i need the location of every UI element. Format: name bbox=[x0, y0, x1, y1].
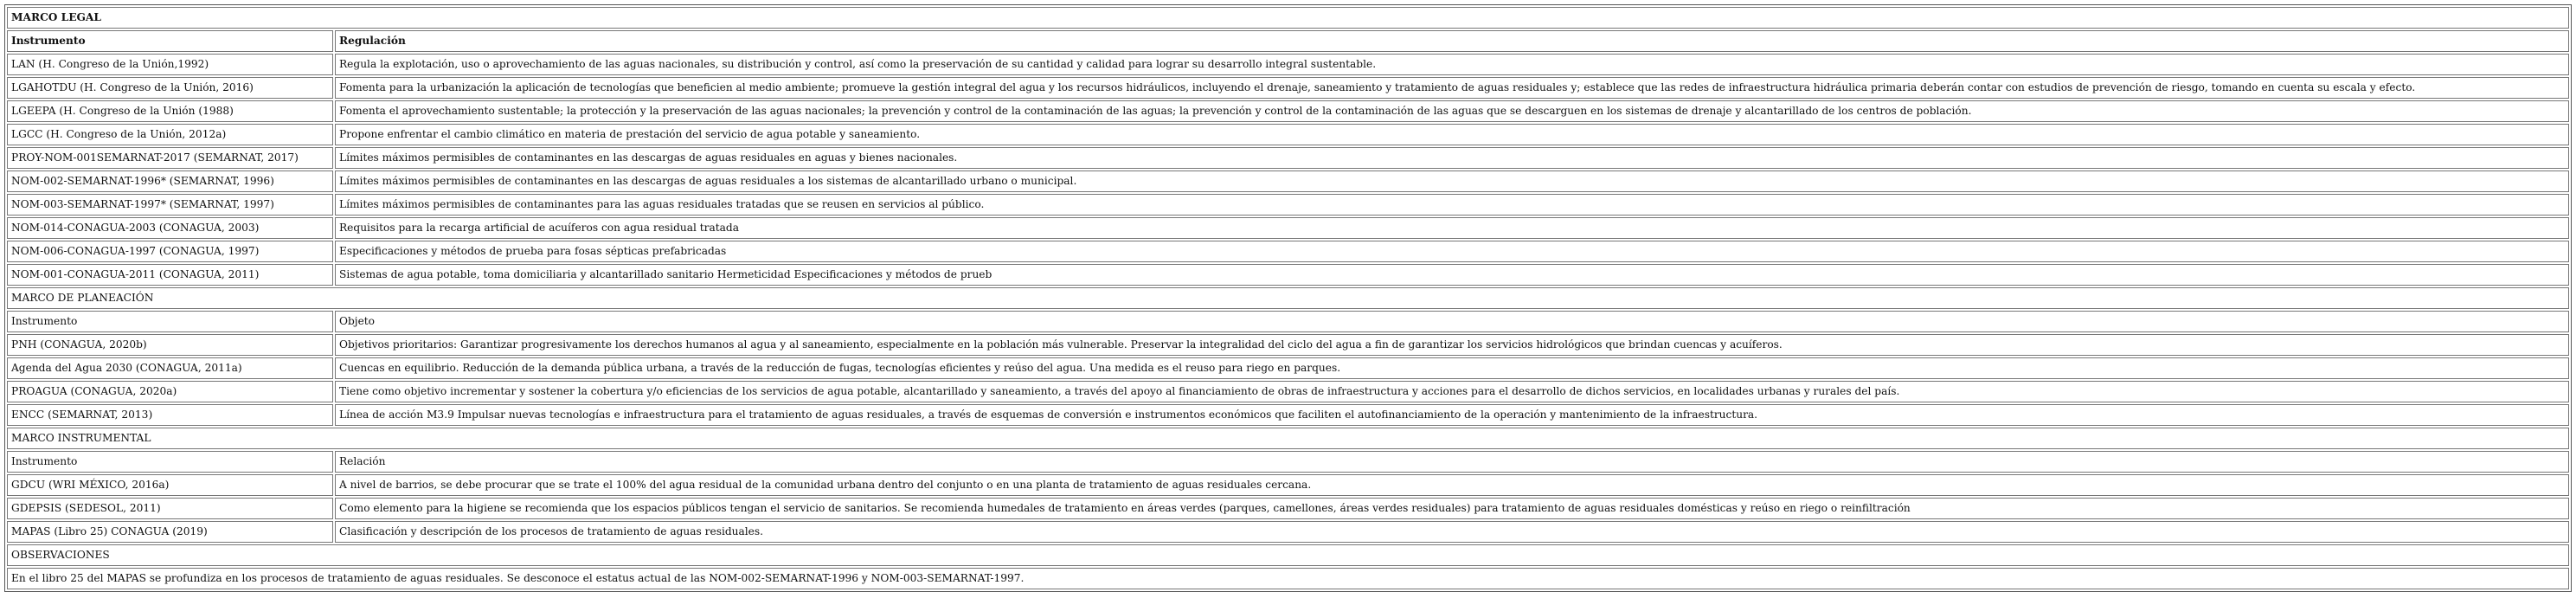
table-row bbox=[7, 171, 2569, 192]
detail-cell: Requisitos para la recarga artificial de acuíferos con agua residual tratada bbox=[335, 217, 2569, 239]
legal-header-instrument: Instrumento bbox=[7, 30, 333, 52]
instrument-cell: PNH (CONAGUA, 2020b) bbox=[7, 334, 333, 356]
instrument-cell: GDCU (WRI MÉXICO, 2016a) bbox=[7, 474, 333, 496]
instrument-cell: LGAHOTDU (H. Congreso de la Unión, 2016) bbox=[7, 77, 333, 99]
table-row bbox=[7, 357, 2569, 379]
table-row bbox=[7, 100, 2569, 122]
instrument-cell: NOM-003-SEMARNAT-1997* (SEMARNAT, 1997) bbox=[7, 194, 333, 216]
planning-header-row bbox=[7, 311, 2569, 332]
instrument-cell: MAPAS (Libro 25) CONAGUA (2019) bbox=[7, 521, 333, 543]
detail-cell: Como elemento para la higiene se recomienda que los espacios públicos tengan el servicio de sanitarios. Se recomienda humedales de tratamiento en áreas verdes (parques, camellones, áreas verdes residuales) para tratamiento de aguas residuales domésticas y reúso en riego o reinfiltración bbox=[335, 498, 2569, 519]
section-title-row bbox=[7, 287, 2569, 309]
detail-cell: Fomenta el aprovechamiento sustentable; la protección y la preservación de las aguas nacionales; la prevención y control de la contaminación de las aguas; la prevención y control de la contaminación de las aguas que se descarguen en los sistemas de drenaje y alcantarillado de los centros de población. bbox=[335, 100, 2569, 122]
table-row bbox=[7, 498, 2569, 519]
instrument-cell: ENCC (SEMARNAT, 2013) bbox=[7, 404, 333, 426]
detail-cell: A nivel de barrios, se debe procurar que se trate el 100% del agua residual de la comunidad urbana dentro del conjunto o en una planta de tratamiento de aguas residuales cercana. bbox=[335, 474, 2569, 496]
table-row bbox=[7, 124, 2569, 145]
instrument-cell: PROAGUA (CONAGUA, 2020a) bbox=[7, 381, 333, 402]
instrument-cell: NOM-002-SEMARNAT-1996* (SEMARNAT, 1996) bbox=[7, 171, 333, 192]
detail-cell: Cuencas en equilibrio. Reducción de la demanda pública urbana, a través de la reducción de fugas, tecnologías eficientes y reúso del agua. Una medida es el reuso para riego en parques. bbox=[335, 357, 2569, 379]
table-row bbox=[7, 147, 2569, 169]
detail-cell: Regula la explotación, uso o aprovechamiento de las aguas nacionales, su distribución y control, así como la preservación de su cantidad y calidad para lograr su desarrollo integral sustentable. bbox=[335, 54, 2569, 75]
instrument-cell: NOM-001-CONAGUA-2011 (CONAGUA, 2011) bbox=[7, 264, 333, 286]
instrument-cell: LGCC (H. Congreso de la Unión, 2012a) bbox=[7, 124, 333, 145]
detail-cell: Especificaciones y métodos de prueba para fosas sépticas prefabricadas bbox=[335, 241, 2569, 262]
table-row bbox=[7, 474, 2569, 496]
detail-cell: Objetivos prioritarios: Garantizar progresivamente los derechos humanos al agua y al saneamiento, especialmente en la población más vulnerable. Preservar la integralidad del ciclo del agua a fin de garantizar los servicios hidrológicos que brindan cuencas y acuíferos. bbox=[335, 334, 2569, 356]
legal-framework-document bbox=[4, 4, 2572, 592]
detail-cell: Fomenta para la urbanización la aplicación de tecnologías que beneficien al medio ambiente; promueve la gestión integral del agua y los recursos hidráulicos, incluyendo el drenaje, saneamiento y tratamiento de aguas residuales y; establece que las redes de infraestructura hidráulica primaria deberán contar con estudios de prevención de riesgo, tomando en cuenta su escala y efecto. bbox=[335, 77, 2569, 99]
section-title-row bbox=[7, 544, 2569, 566]
framework-table-body bbox=[7, 7, 2569, 589]
instrument-cell: GDEPSIS (SEDESOL, 2011) bbox=[7, 498, 333, 519]
table-row bbox=[7, 334, 2569, 356]
legal-section-title: MARCO LEGAL bbox=[7, 7, 2569, 29]
detail-cell: Tiene como objetivo incrementar y sostener la cobertura y/o eficiencias de los servicios de agua potable, alcantarillado y saneamiento, a través del apoyo al financiamiento de obras de infraestructura y acciones para el desarrollo de dichos servicios, en localidades urbanas y rurales del país. bbox=[335, 381, 2569, 402]
observations-section-title: OBSERVACIONES bbox=[7, 544, 2569, 566]
table-row bbox=[7, 404, 2569, 426]
observations-row bbox=[7, 568, 2569, 589]
table-row bbox=[7, 54, 2569, 75]
planning-header-object: Objeto bbox=[335, 311, 2569, 332]
instrument-cell: Agenda del Agua 2030 (CONAGUA, 2011a) bbox=[7, 357, 333, 379]
instrument-cell: NOM-014-CONAGUA-2003 (CONAGUA, 2003) bbox=[7, 217, 333, 239]
planning-section-title: MARCO DE PLANEACIÓN bbox=[7, 287, 2569, 309]
detail-cell: Línea de acción M3.9 Impulsar nuevas tecnologías e infraestructura para el tratamiento de aguas residuales, a través de esquemas de conversión e instrumentos económicos que faciliten el autofinanciamiento de la operación y mantenimiento de la infraestructura. bbox=[335, 404, 2569, 426]
table-row bbox=[7, 217, 2569, 239]
instrumental-section-title: MARCO INSTRUMENTAL bbox=[7, 428, 2569, 449]
legal-header-regulation: Regulación bbox=[335, 30, 2569, 52]
table-row bbox=[7, 241, 2569, 262]
instrumental-header-row bbox=[7, 451, 2569, 473]
table-row bbox=[7, 264, 2569, 286]
instrumental-header-instrument: Instrumento bbox=[7, 451, 333, 473]
detail-cell: Propone enfrentar el cambio climático en materia de prestación del servicio de agua potable y saneamiento. bbox=[335, 124, 2569, 145]
instrumental-header-relation: Relación bbox=[335, 451, 2569, 473]
table-row bbox=[7, 521, 2569, 543]
section-title-row bbox=[7, 7, 2569, 29]
table-row bbox=[7, 77, 2569, 99]
detail-cell: Límites máximos permisibles de contaminantes en las descargas de aguas residuales en aguas y bienes nacionales. bbox=[335, 147, 2569, 169]
detail-cell: Límites máximos permisibles de contaminantes para las aguas residuales tratadas que se reusen en servicios al público. bbox=[335, 194, 2569, 216]
instrument-cell: LAN (H. Congreso de la Unión,1992) bbox=[7, 54, 333, 75]
framework-table bbox=[4, 4, 2572, 592]
planning-header-instrument: Instrumento bbox=[7, 311, 333, 332]
instrument-cell: NOM-006-CONAGUA-1997 (CONAGUA, 1997) bbox=[7, 241, 333, 262]
detail-cell: Límites máximos permisibles de contaminantes en las descargas de aguas residuales a los sistemas de alcantarillado urbano o municipal. bbox=[335, 171, 2569, 192]
detail-cell: Clasificación y descripción de los procesos de tratamiento de aguas residuales. bbox=[335, 521, 2569, 543]
table-row bbox=[7, 381, 2569, 402]
observations-text: En el libro 25 del MAPAS se profundiza en los procesos de tratamiento de aguas residuales. Se desconoce el estatus actual de las NOM-002-SEMARNAT-1996 y NOM-003-SEMARNAT-1997. bbox=[7, 568, 2569, 589]
instrument-cell: PROY-NOM-001SEMARNAT-2017 (SEMARNAT, 2017) bbox=[7, 147, 333, 169]
legal-header-row bbox=[7, 30, 2569, 52]
table-row bbox=[7, 194, 2569, 216]
instrument-cell: LGEEPA (H. Congreso de la Unión (1988) bbox=[7, 100, 333, 122]
section-title-row bbox=[7, 428, 2569, 449]
detail-cell: Sistemas de agua potable, toma domiciliaria y alcantarillado sanitario Hermeticidad Especificaciones y métodos de prueb bbox=[335, 264, 2569, 286]
